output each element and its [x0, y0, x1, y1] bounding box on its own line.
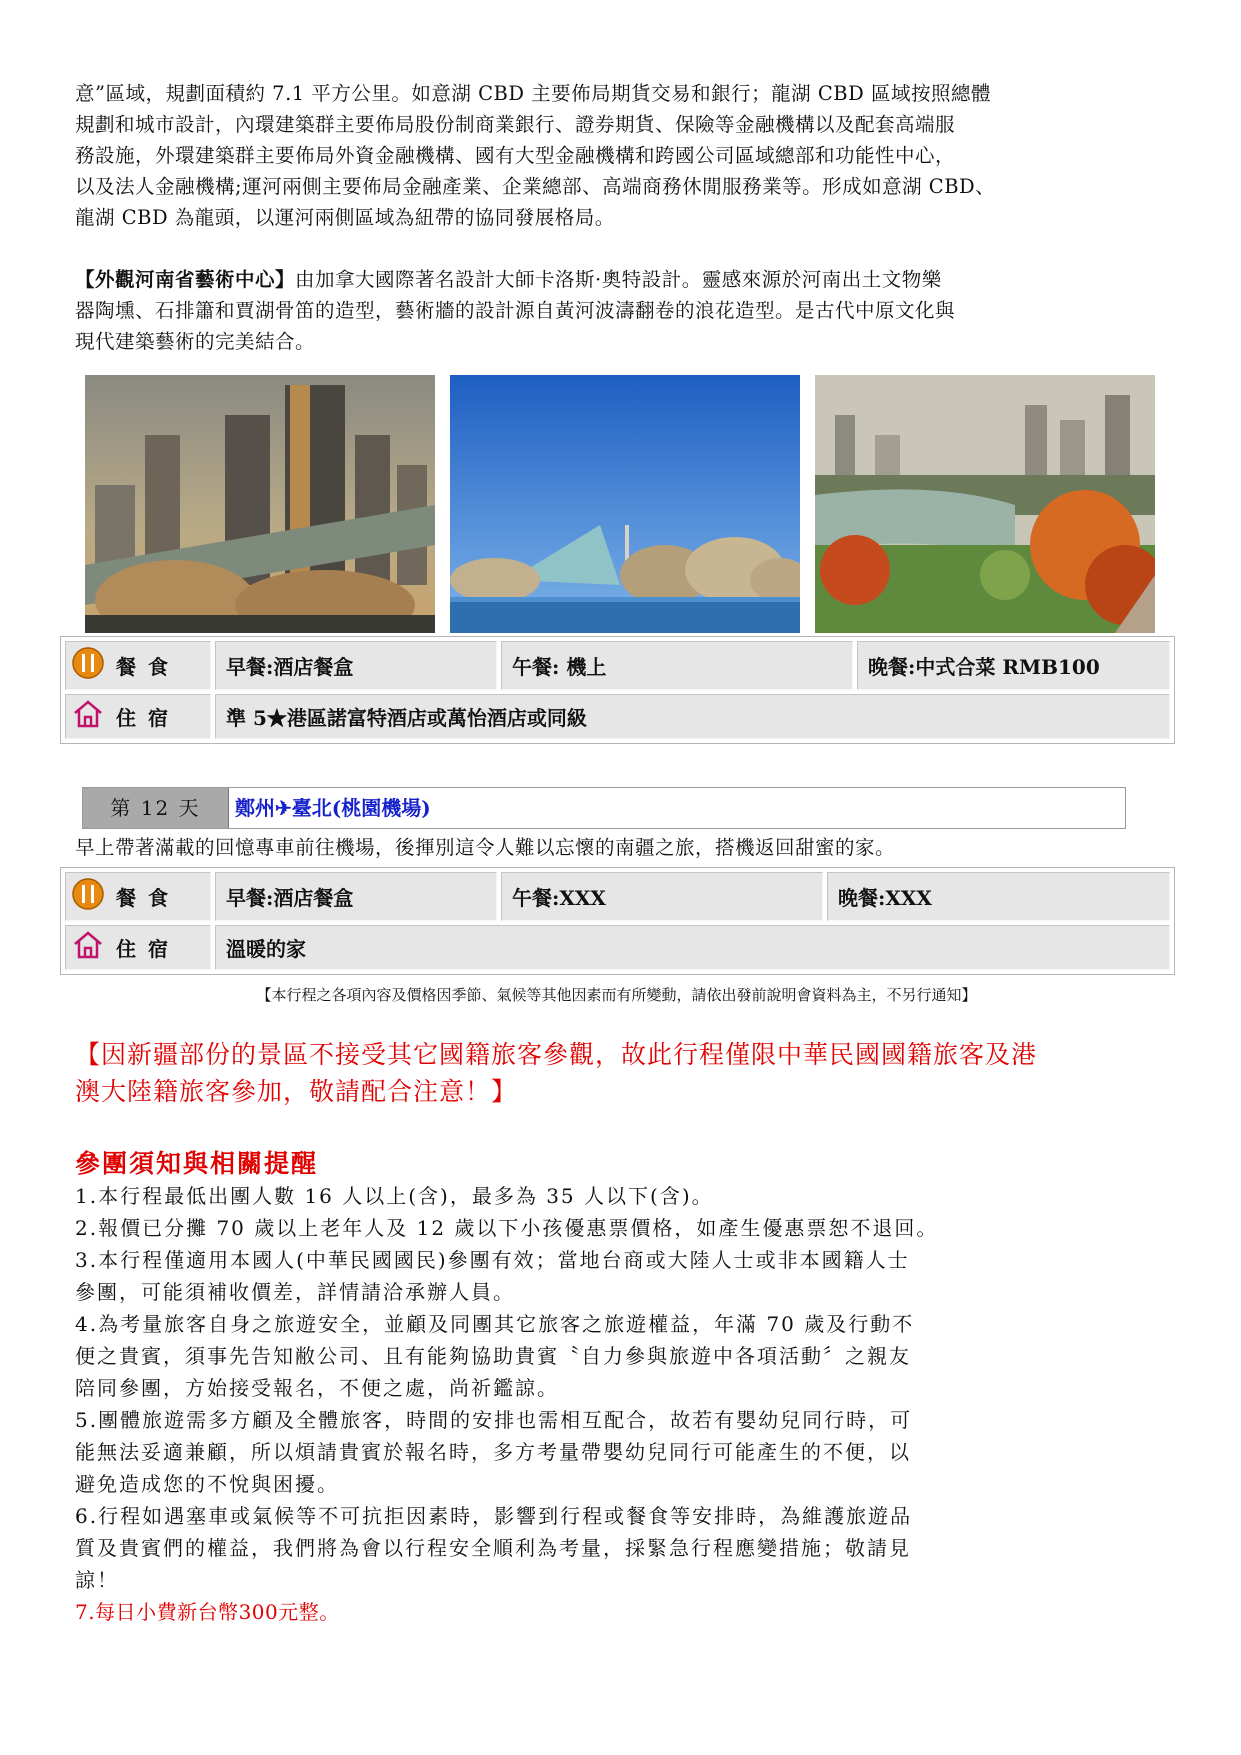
hotel-label-cell: 住宿	[65, 694, 211, 739]
hotel-cell: 準 5★港區諾富特酒店或萬怡酒店或同級	[215, 694, 1170, 739]
reminder-item: 1.本行程最低出團人數 16 人以上(含)，最多為 35 人以下(含)。	[75, 1184, 714, 1208]
art-center-line: 器陶壎、石排簫和賈湖骨笛的造型，藝術牆的設計源自黃河波濤翻卷的浪花造型。是古代中原文化與	[75, 299, 956, 322]
photo-park-lake	[815, 375, 1155, 633]
reminder-item: 5.團體旅遊需多方顧及全體旅客，時間的安排也需相互配合，故若有嬰幼兒同行時，可	[75, 1408, 913, 1432]
meal-label-cell: 餐食	[65, 641, 211, 690]
reminder-item: 陪同參團，方始接受報名，不便之處，尚祈鑑諒。	[75, 1376, 559, 1400]
reminder-item: 避免造成您的不悅與困擾。	[75, 1472, 339, 1496]
art-center-title: 【外觀河南省藝術中心】	[75, 268, 296, 291]
reminder-item: 能無法妥適兼顧，所以煩請貴賓於報名時，多方考量帶嬰幼兒同行可能產生的不便，以	[75, 1440, 911, 1464]
day12-info-table	[60, 867, 1175, 975]
reminder-item: 諒！	[75, 1568, 119, 1592]
photo-art-center	[450, 375, 800, 633]
home-icon	[72, 699, 104, 734]
intro-line: 規劃和城市設計，內環建築群主要佈局股份制商業銀行、證券期貨、保險等金融機構以及配套高端服	[75, 113, 956, 136]
art-center-paragraph	[75, 264, 1170, 357]
day11-info-table	[60, 636, 1175, 744]
home-icon	[72, 930, 104, 965]
breakfast-cell: 早餐:酒店餐盒	[215, 872, 497, 921]
lunch-cell: 午餐:XXX	[501, 872, 823, 921]
reminder-item: 4.為考量旅客自身之旅遊安全，並顧及同團其它旅客之旅遊權益，年滿 70 歲及行動不	[75, 1312, 915, 1336]
nationality-notice: 【因新疆部份的景區不接受其它國籍旅客參觀，故此行程僅限中華民國國籍旅客及港 澳大陸籍旅客參加，敬請配合注意！】	[75, 1040, 1038, 1106]
intro-line: 龍湖 CBD 為龍頭，以運河兩側區域為紐帶的協同發展格局。	[75, 206, 615, 229]
price-change-notice: 【本行程之各項內容及價格因季節、氣候等其他因素而有所變動，請依出發前說明會資料為主，不另行通知】	[256, 986, 977, 1004]
reminder-item: 6.行程如遇塞車或氣候等不可抗拒因素時，影響到行程或餐食等安排時，為維護旅遊品	[75, 1504, 913, 1528]
breakfast-cell: 早餐:酒店餐盒	[215, 641, 497, 690]
meal-icon	[72, 647, 104, 684]
reminders-list	[75, 1180, 1175, 1628]
reminder-item: 2.報價已分攤 70 歲以上老年人及 12 歲以下小孩優惠票價格，如產生優惠票恕不退回。	[75, 1216, 939, 1240]
day12-header	[82, 787, 1126, 829]
meal-icon	[72, 878, 104, 915]
hotel-label-cell: 住宿	[65, 925, 211, 970]
dinner-cell: 晚餐:中式合菜 RMB100	[857, 641, 1170, 690]
day-number: 第 12 天	[83, 788, 229, 828]
photo-cbd-towers	[85, 375, 435, 633]
reminder-item: 參團，可能須補收價差，詳情請洽承辦人員。	[75, 1280, 515, 1304]
day12-description: 早上帶著滿載的回憶專車前往機場，後揮別這令人難以忘懷的南疆之旅，搭機返回甜蜜的家。	[75, 836, 896, 859]
intro-line: 意”區域，規劃面積約 7.1 平方公里。如意湖 CBD 主要佈局期貨交易和銀行；龍湖 CBD 區域按照總體	[75, 82, 991, 105]
hotel-cell: 溫暖的家	[215, 925, 1170, 970]
art-center-line: 現代建築藝術的完美結合。	[75, 330, 316, 353]
intro-paragraph	[75, 78, 1170, 233]
day-route: 鄭州✈臺北(桃園機場)	[235, 796, 431, 820]
dinner-cell: 晚餐:XXX	[827, 872, 1170, 921]
lunch-cell: 午餐: 機上	[501, 641, 853, 690]
reminder-item: 3.本行程僅適用本國人(中華民國國民)參團有效；當地台商或大陸人士或非本國籍人士	[75, 1248, 910, 1272]
reminder-item: 質及貴賓們的權益，我們將為會以行程安全順利為考量，採緊急行程應變措施；敬請見	[75, 1536, 911, 1560]
reminder-item-tip: 7.每日小費新台幣300元整。	[75, 1600, 340, 1624]
intro-line: 務設施，外環建築群主要佈局外資金融機構、國有大型金融機構和跨國公司區域總部和功能性中心，	[75, 144, 956, 167]
reminders-title: 參團須知與相關提醒	[75, 1149, 319, 1178]
intro-line: 以及法人金融機構;運河兩側主要佈局金融產業、企業總部、高端商務休閒服務業等。形成如意湖 CBD、	[75, 175, 996, 198]
reminder-item: 便之貴賓，須事先告知敝公司、且有能夠協助貴賓〝自力參與旅遊中各項活動〞之親友	[75, 1344, 911, 1368]
meal-label-cell: 餐食	[65, 872, 211, 921]
art-center-line: 由加拿大國際著名設計大師卡洛斯·奧特設計。靈感來源於河南出土文物樂	[295, 268, 942, 291]
